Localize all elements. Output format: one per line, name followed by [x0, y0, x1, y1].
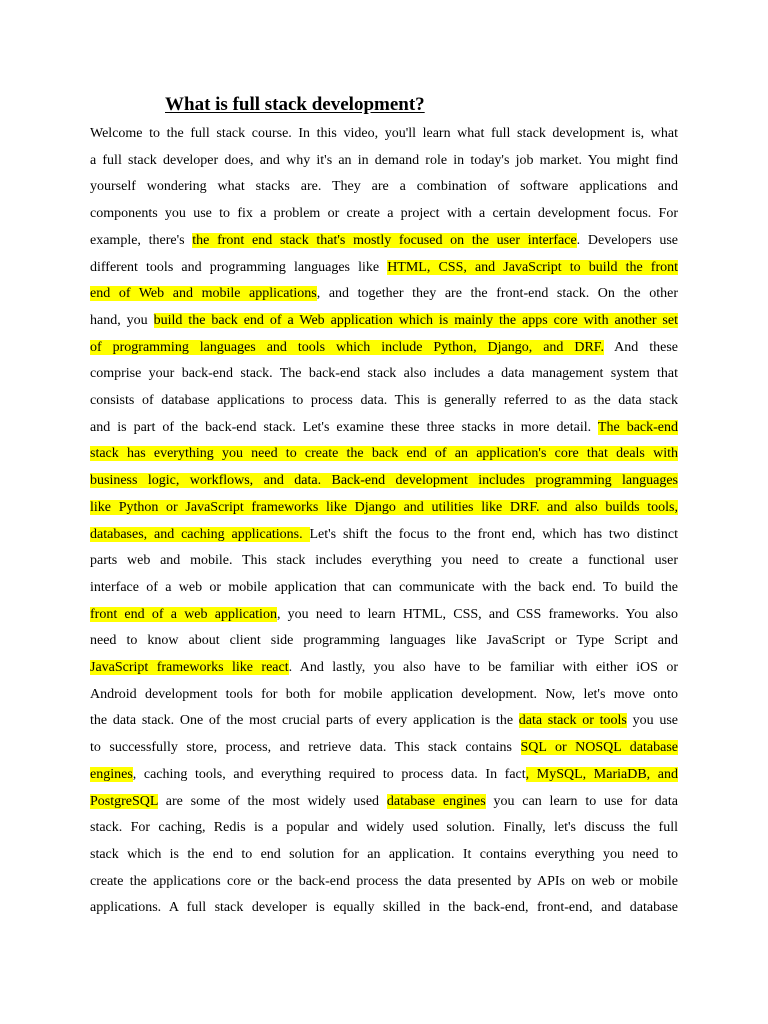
body-line: [90, 735, 678, 762]
body-line: [90, 682, 678, 709]
body-text-segment: the data stack. One of the most crucial parts of every application is the: [90, 713, 519, 729]
body-text-segment: components you use to fix a problem or create a project with a certain development focus. For: [90, 206, 678, 222]
body-line: [90, 441, 678, 468]
body-text-segment: Let's shift the focus to the front end, which has two distinct: [309, 526, 678, 542]
body-text-segment: applications. A full stack developer is equally skilled in the back-end, front-end, and database: [90, 900, 678, 916]
highlighted-text: build the back end of a Web application which is mainly the apps core with another set: [153, 312, 678, 328]
highlighted-text: business logic, workflows, and data. Back-end development includes programming languages: [90, 473, 678, 489]
body-text-segment: . Developers use: [576, 232, 678, 248]
body-line: [90, 815, 678, 842]
highlighted-text: of programming languages and tools which include Python, Django, and DRF.: [90, 339, 604, 355]
body-line: [90, 708, 678, 735]
body-line: [90, 522, 678, 549]
body-line: [90, 388, 678, 415]
highlighted-text: stack has everything you need to create the back end of an application's core that deals with: [90, 446, 678, 462]
body-line: [90, 602, 678, 629]
body-line: [90, 281, 678, 308]
body-line: [90, 575, 678, 602]
body-line: [90, 762, 678, 789]
body-text-segment: stack. For caching, Redis is a popular and widely used solution. Finally, let's discuss the full: [90, 820, 678, 836]
body-text-segment: hand, you: [90, 312, 154, 328]
body-line: [90, 121, 678, 148]
body-text-segment: , and together they are the front-end stack. On the other: [316, 286, 678, 302]
body-text-segment: , you need to learn HTML, CSS, and CSS frameworks. You also: [276, 606, 678, 622]
body-line: [90, 495, 678, 522]
highlighted-text: , MySQL, MariaDB, and: [525, 766, 678, 782]
body-text-segment: , caching tools, and everything required to process data. In fact: [132, 766, 526, 782]
document-title: What is full stack development?: [165, 94, 425, 115]
body-line: [90, 201, 678, 228]
body-line: [90, 174, 678, 201]
body-line: [90, 789, 678, 816]
body-line: [90, 228, 678, 255]
body-text-segment: consists of database applications to process data. This is generally referred to as the data stack: [90, 393, 678, 409]
body-text-segment: to successfully store, process, and retrieve data. This stack contains: [90, 740, 521, 756]
body-line: [90, 869, 678, 896]
body-line: [90, 361, 678, 388]
body-line: [90, 148, 678, 175]
body-text-segment: a full stack developer does, and why it's an in demand role in today's job market. You might find: [90, 152, 678, 168]
body-line: [90, 842, 678, 869]
body-text-segment: example, there's: [90, 232, 193, 248]
body-text-segment: interface of a web or mobile application that can communicate with the back end. To build the: [90, 579, 678, 595]
body-text-segment: Welcome to the full stack course. In this video, you'll learn what full stack development is, what: [90, 126, 678, 141]
highlighted-text: the front end stack that's mostly focused on the user interface: [192, 232, 577, 248]
body-line: [90, 335, 678, 362]
body-text-segment: are some of the most widely used: [157, 793, 387, 809]
highlighted-text: HTML, CSS, and JavaScript to build the front: [387, 259, 679, 275]
body-line: [90, 255, 678, 282]
highlighted-text: data stack or tools: [518, 713, 627, 729]
highlighted-text: engines: [90, 766, 133, 782]
highlighted-text: The back-end: [597, 419, 678, 435]
highlighted-text: front end of a web application: [90, 606, 277, 622]
body-text-segment: And these: [603, 339, 678, 355]
body-line: [90, 415, 678, 442]
highlighted-text: JavaScript frameworks like react: [90, 660, 289, 676]
body-line: [90, 308, 678, 335]
document-body: [90, 121, 678, 922]
body-line: [90, 468, 678, 495]
body-text-segment: create the applications core or the back-end process the data presented by APIs on web or mobile: [90, 873, 678, 889]
highlighted-text: PostgreSQL: [90, 793, 158, 809]
body-text-segment: Android development tools for both for mobile application development. Now, let's move onto: [90, 686, 678, 702]
body-line: [90, 548, 678, 575]
body-text-segment: comprise your back-end stack. The back-end stack also includes a data management system that: [90, 366, 678, 382]
body-text-segment: different tools and programming languages like: [90, 259, 388, 275]
body-line: [90, 655, 678, 682]
highlighted-text: end of Web and mobile applications: [90, 286, 317, 302]
body-text-segment: you use: [626, 713, 678, 729]
body-text-segment: and is part of the back-end stack. Let's examine these three stacks in more detail.: [90, 419, 598, 435]
highlighted-text: SQL or NOSQL database: [520, 740, 678, 756]
body-line: [90, 895, 678, 922]
highlighted-text: database engines: [386, 793, 486, 809]
body-text-segment: stack which is the end to end solution for an application. It contains everything you need to: [90, 846, 678, 862]
body-text-segment: need to know about client side programming languages like JavaScript or Type Script and: [90, 633, 678, 649]
body-text-segment: yourself wondering what stacks are. They are a combination of software applications and: [90, 179, 678, 195]
body-line: [90, 628, 678, 655]
highlighted-text: like Python or JavaScript frameworks like Django and utilities like DRF. and also builds tools,: [90, 499, 678, 515]
body-text-segment: . And lastly, you also have to be familiar with either iOS or: [288, 660, 678, 676]
body-text-segment: parts web and mobile. This stack includes everything you need to create a functional user: [90, 553, 678, 569]
body-text-segment: you can learn to use for data: [485, 793, 678, 809]
highlighted-text: databases, and caching applications.: [90, 526, 310, 542]
